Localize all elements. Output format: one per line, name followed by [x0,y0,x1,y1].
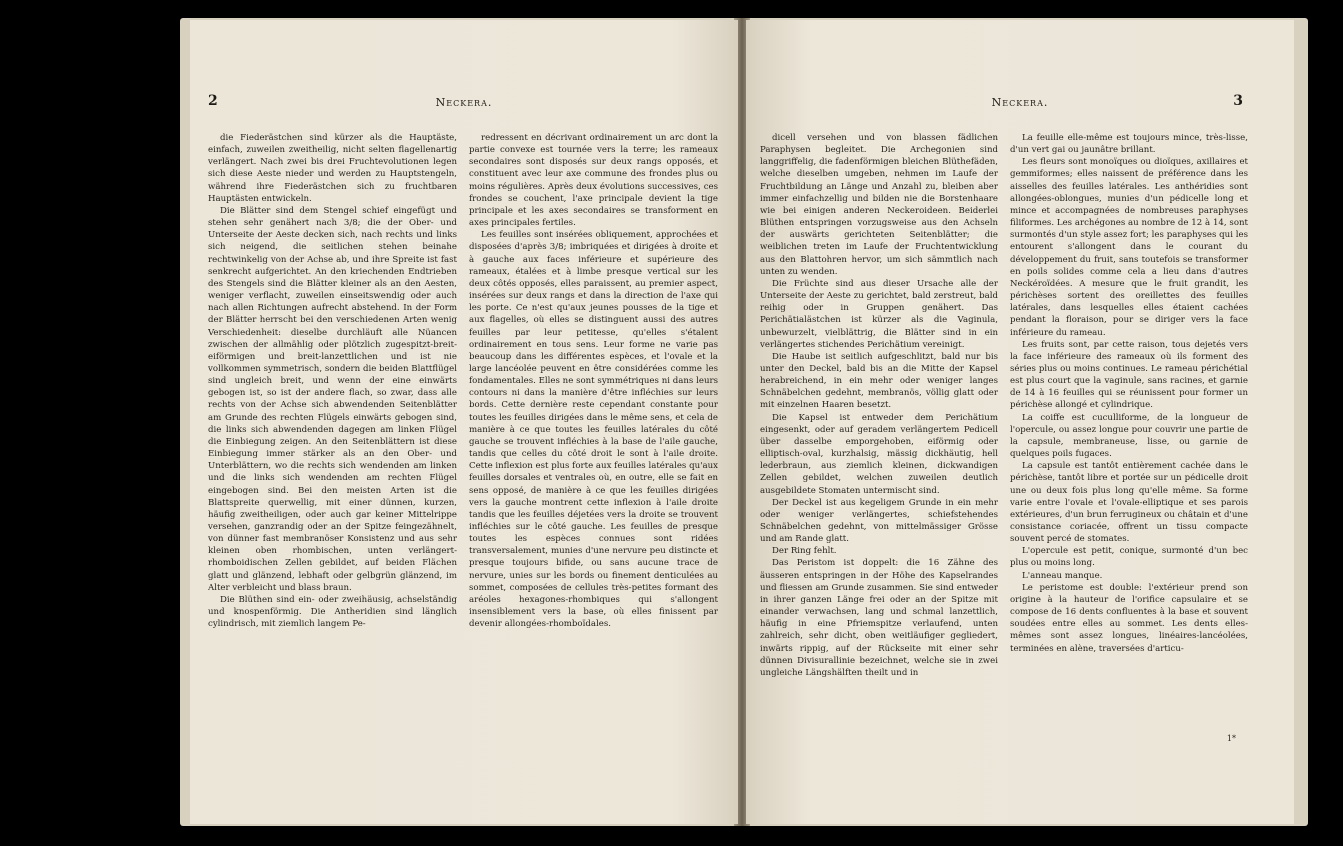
paragraph: Die Blätter sind dem Stengel schief eingefügt und stehen sehr genähert nach 3/8; die der Ober- und Unterseite der Aeste decken sich, nach rechts und links sich neigend, die seitlichen stehen beinahe rechtwinkelig von der Achse ab, und ihre Spreite ist fast senkrecht aufgerichtet. An den kriechenden Endtrieben des Stengels sind die Blätter kleiner als an den Aesten, weniger verflacht, zuweilen einseitswendig oder auch nach allen Richtungen aufrecht abstehend. In der Form der Blätter herrscht bei den verschiedenen Arten wenig Verschiedenheit: dieselbe durchläuft alle Nüancen zwischen der allmählig oder plötzlich zugespitzt-breit-eiförmigen und breit-lanzettlichen und ist nie vollkommen symmetrisch, sondern die beiden Blattflügel sind ungleich breit, und wenn der eine einwärts gebogen ist, so ist der andere flach, so zwar, dass alle rechts von der Achse sich abwendenden Seitenblätter am Grunde des rechten Flügels einwärts gebogen sind, die links sich abwendenden dagegen am linken Flügel die Einbiegung zeigen. An den Seitenblättern ist diese Einbiegung immer stärker als an den Ober- und Unterblättern, wo die rechts sich wendenden am linken und die links sich wendenden am rechten Flügel eingebogen sind. Bei den meisten Arten ist die Blattspreite querwellig, mit einer dünnen, kurzen, häufig zweitheiligen, oder auch gar keiner Mittelrippe versehen, ganzrandig oder an der Spitze feingezähnelt, von dünner fast membranöser Konsistenz und aus sehr kleinen oben rhombischen, unten verlängert-rhomboidischen Zellen gebildet, auf beiden Flächen glatt und glänzend, lebhaft oder gelbgrün glänzend, im Alter verbleicht und blass braun. [208,205,457,593]
left-page-columns [208,132,718,732]
book-spread [180,18,1308,826]
paragraph: La coiffe est cuculliforme, de la longueur de l'opercule, ou assez longue pour couvrir une partie de la capsule, membraneuse, lisse, ou garnie de quelques poils fugaces. [1010,412,1248,460]
left-running-title: Neckera. [435,96,493,109]
paragraph: Die Haube ist seitlich aufgeschlitzt, bald nur bis unter den Deckel, bald bis an die Mitte der Kapsel herabreichend, in ein mehr oder weniger langes Schnäbelchen gedehnt, membranös, völlig glatt oder mit einzelnen Haaren besetzt. [760,351,998,411]
paragraph: L'anneau manque. [1022,570,1103,581]
left-page-number: 2 [208,93,219,109]
paragraph: Der Ring fehlt. [772,546,837,557]
left-german-column [208,132,457,732]
right-page-header [746,93,1294,116]
printer-signature-mark: 1* [1226,734,1236,743]
left-page-header [190,93,738,116]
left-page [190,20,738,824]
right-french-column [1010,132,1248,732]
paragraph: Die Kapsel ist entweder dem Perichätium eingesenkt, oder auf geradem verlängertem Pedicell über dasselbe emporgehoben, eiförmig oder elliptisch-oval, kurzhalsig, mässig dickhäutig, hell lederbraun, aus ziemlich kleinen, dickwandigen Zellen gebildet, welchen zuweilen deutlich ausgebildete Stomaten untermischt sind. [760,412,998,496]
paragraph: Les feuilles sont insérées obliquement, approchées et disposées d'après 3/8; imbriquées et dirigées à droite et à gauche aux faces inférieure et supérieure des rameaux, étalées et à limbe presque vertical sur les deux côtés opposés, elles paraissent, au premier aspect, insérées sur deux rangs et dans la direction de l'axe qui les porte. Ce n'est qu'aux jeunes pousses de la tige et aux flagelles, où elles se distinguent aussi des autres feuilles par leur petitesse, qu'elles s'étalent ordinairement en tous sens. Leur forme ne varie pas beaucoup dans les différentes espèces, et l'ovale et la large lancéolée peuvent en être considérées comme les fondamentales. Elles ne sont symmétriques ni dans leurs contours ni dans la manière d'être infléchies sur leurs bords. Cette dernière reste cependant constante pour toutes les feuilles dirigées dans le même sens, et cela de manière à ce que toutes les feuilles latérales du côté gauche se trouvent infléchies à la base de l'aile gauche, tandis que celles du côté droit le sont à l'aile droite. Cette inflexion est plus forte aux feuilles latérales qu'aux feuilles dorsales et ventrales où, en outre, elle se fait en sens opposé, de manière à ce que les feuilles dirigées vers la gauche montrent cette inflexion à l'aile droite tandis que les feuilles déjetées vers la droite se trouvent infléchies sur le côté gauche. Les feuilles de presque toutes les espèces connues sont ridées transversalement, munies d'une nervure peu distincte et presque toujours bifide, ou sans aucune trace de nervure, unies sur les bords ou finement denticulées au sommet, composées de cellules très-petites formant des aréoles hexagones-rhombiques qui s'allongent insensiblement vers la base, où elles finissent par devenir allongées-rhomboïdales. [469,230,718,630]
right-page [746,20,1294,824]
paragraph: Der Deckel ist aus kegeligem Grunde in ein mehr oder weniger verlängertes, schiefstehendes Schnäbelchen gedehnt, von mittelmässiger Grösse und am Rande glatt. [760,497,998,545]
paragraph: Die Blüthen sind ein- oder zweihäusig, achselständig und knospenförmig. Die Antheridien sind länglich cylindrisch, mit ziemlich langem Pe- [208,594,457,630]
right-german-column [760,132,998,732]
right-page-number: 3 [1233,93,1244,109]
paragraph: redressent en décrivant ordinairement un arc dont la partie convexe est tournée vers la terre; les rameaux secondaires sont disposés sur deux rangs opposés, et constituent avec leur axe commune des frondes plus ou moins régulières. Après deux évolutions successives, ces frondes se couchent, l'axe principale devient la tige principale et les axes secondaires se transforment en axes principales fertiles. [469,133,718,229]
paragraph: La feuille elle-même est toujours mince, très-lisse, d'un vert gai ou jaunâtre brillant. [1010,133,1248,156]
paragraph: L'opercule est petit, conique, surmonté d'un bec plus ou moins long. [1010,546,1248,569]
paragraph: Die Früchte sind aus dieser Ursache alle der Unterseite der Aeste zu gerichtet, bald zerstreut, bald reihig oder in Gruppen genähert. Das Perichätialästchen ist kürzer als die Vaginula, unbewurzelt, vielblättrig, die Blätter sind in ein verlängertes stichendes Perichätium vereinigt. [760,278,998,350]
left-french-column [469,132,718,732]
paragraph: Les fleurs sont monoïques ou dioïques, axillaires et gemmiformes; elles naissent de préférence dans les aisselles des feuilles latérales. Les anthéridies sont allongées-oblongues, munies d'un pédicelle long et mince et accompagnées de nombreuses paraphyses filiformes. Les archégones au nombre de 12 à 14, sont surmontés d'un style assez fort; les paraphyses qui les entourent s'allongent dans le courant du développement du fruit, sans toutefois se transformer en poils solides comme cela a lieu dans d'autres Neckéroïdées. A mesure que le fruit grandit, les périchèses sortent des oreillettes des feuilles latérales, dans lesquelles elles étaient cachées pendant la floraison, pour se diriger vers la face inférieure du rameau. [1010,157,1248,338]
paragraph: dicell versehen und von blassen fädlichen Paraphysen begleitet. Die Archegonien sind langgriffelig, die fadenförmigen bleichen Blüthefäden, welche dieselben umgeben, nehmen im Laufe der Fruchtbildung an Länge und Anzahl zu, bleiben aber immer einfachzellig und bilden nie die Borstenhaare wie bei einigen anderen Neckeroideen. Beiderlei Blüthen entspringen vorzugsweise aus den Achseln der auswärts gerichteten Seitenblätter; die weiblichen treten im Laufe der Fruchtentwicklung aus den Blattohren hervor, um sich sämmtlich nach unten zu wenden. [760,133,998,277]
paragraph: Le peristome est double: l'extérieur prend son origine à la hauteur de l'orifice capsulaire et se compose de 16 dents confluentes à la base et souvent soudées entre elles au sommet. Les dents elles-mêmes sont assez longues, linéaires-lancéolées, terminées en alène, traversées d'articu- [1010,582,1248,654]
paragraph: Les fruits sont, par cette raison, tous dejetés vers la face inférieure des rameaux où ils forment des séries plus ou moins continues. Le rameau périchétial est plus court que la vaginule, sans racines, et garnie de 14 à 16 feuilles qui se réunissent pour former un périchèse allongé et cylindrique. [1010,339,1248,411]
paragraph: Das Peristom ist doppelt: die 16 Zähne des äusseren entspringen in der Höhe des Kapselrandes und fliessen am Grunde zusammen. Sie sind entweder in ihrer ganzen Länge frei oder an der Spitze mit einander verwachsen, lang und schmal lanzettlich, häufig in eine Pfriemspitze verlaufend, unten zahlreich, sehr dicht, oben weitläufiger gegliedert, inwärts rippig, auf der Rückseite mit einer sehr dünnen Divisurallinie bezeichnet, welche sie in zwei ungleiche Längshälften theilt und in [760,558,998,678]
right-running-title: Neckera. [991,96,1049,109]
paragraph: die Fiederästchen sind kürzer als die Hauptäste, einfach, zuweilen zweitheilig, nicht selten flagellenartig verlängert. Nach zwei bis drei Fruchtevolutionen legen sich diese Aeste nieder und werden zu Hauptstengeln, während ihre Fiederästchen sich zu fruchtbaren Hauptästen entwickeln. [208,133,457,204]
paragraph: La capsule est tantôt entièrement cachée dans le périchèse, tantôt libre et portée sur un pédicelle droit une ou deux fois plus long qu'elle même. Sa forme varie entre l'ovale et l'ovale-elliptique et ses parois extérieures, d'un brun ferrugineux ou châtain et d'une consistance coriacée, offrent un tissu compacte souvent percé de stomates. [1010,461,1248,545]
right-page-columns [760,132,1248,732]
